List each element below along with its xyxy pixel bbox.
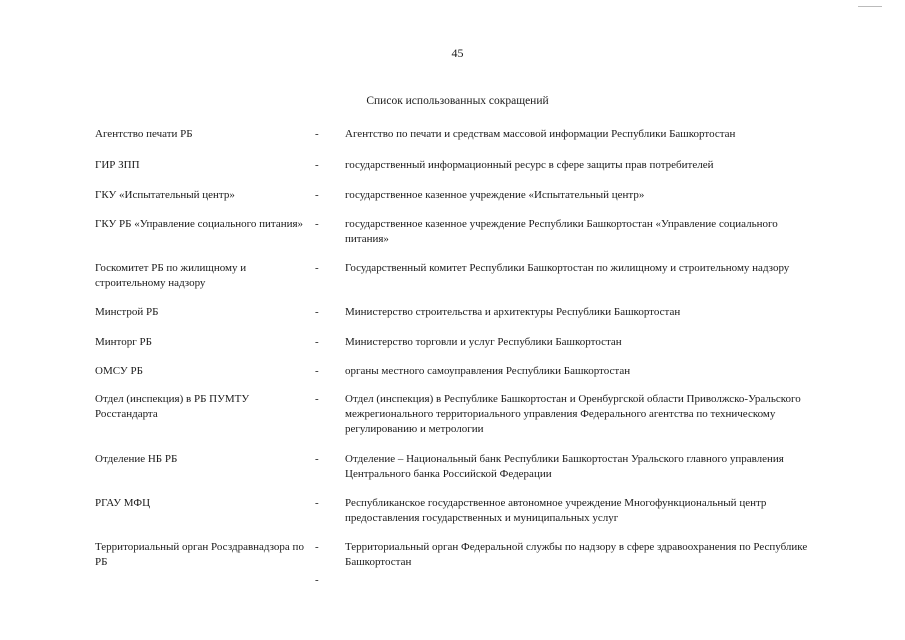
list-item [95,364,835,392]
list-item [95,305,835,335]
abbreviation-definition: Агентство по печати и средствам массовой информации Республики Башкортостан [345,128,736,140]
abbreviation-definition: Государственный комитет Республики Башкортостан по жилищному и строительному надзору [345,262,790,274]
separator-dash: - [315,306,319,318]
abbreviation-term: ГКУ РБ «Управление социального питания» [95,218,304,230]
list-item [95,496,835,540]
abbreviation-term: ГИР ЗПП [95,159,140,171]
separator-dash: - [315,189,319,201]
list-item [95,335,835,364]
abbreviation-term: ОМСУ РБ [95,365,143,377]
separator-dash: - [315,262,319,274]
abbreviation-term: Территориальный орган Росздравнадзора по РБ [95,541,304,568]
list-item [95,217,835,261]
abbreviation-term: ГКУ «Испытательный центр» [95,189,235,201]
abbreviation-term: Агентство печати РБ [95,128,193,140]
abbreviation-term: Минстрой РБ [95,306,159,318]
page-number: 45 [451,46,464,60]
separator-dash: - [315,365,319,377]
abbreviation-term: Отдел (инспекция) в РБ ПУМТУ Росстандарта [95,393,250,420]
list-item [95,127,835,158]
abbreviation-definition: Министерство торговли и услуг Республики Башкортостан [345,336,622,348]
separator-dash: - [315,336,319,348]
list-item [95,392,835,452]
abbreviation-definition: Территориальный орган Федеральной службы по надзору в сфере здравоохранения по Республике Башкортостан [345,541,808,568]
abbreviation-definition: государственное казенное учреждение Республики Башкортостан «Управление социального питания» [345,218,778,245]
list-item [95,540,835,576]
abbreviations-list [95,127,835,576]
separator-dash: - [315,497,319,509]
abbreviation-term: Госкомитет РБ по жилищному и строительному надзору [95,262,247,289]
list-item [95,452,835,496]
abbreviation-definition: Министерство строительства и архитектуры Республики Башкортостан [345,306,681,318]
abbreviation-definition: государственный информационный ресурс в сфере защиты прав потребителей [345,159,714,171]
list-item [95,261,835,305]
abbreviation-definition: государственное казенное учреждение «Испытательный центр» [345,189,645,201]
separator-dash: - [315,218,319,230]
separator-dash: - [315,159,319,171]
abbreviation-definition: органы местного самоуправления Республики Башкортостан [345,365,631,377]
list-item [95,188,835,217]
abbreviation-term: Минторг РБ [95,336,152,348]
page-title: Список использованных сокращений [366,95,549,107]
separator-dash: - [315,574,319,586]
separator-dash: - [315,541,319,553]
abbreviation-definition: Республиканское государственное автономное учреждение Многофункциональный центр предоставления государственных и муниципальных услуг [345,497,767,524]
abbreviation-term: Отделение НБ РБ [95,453,178,465]
separator-dash: - [315,128,319,140]
abbreviation-definition: Отделение – Национальный банк Республики Башкортостан Уральского главного управления Центрального банка Российской Федерации [345,453,784,480]
list-item [95,158,835,188]
abbreviation-definition: Отдел (инспекция) в Республике Башкортостан и Оренбургской области Приволжско-Уральского межрегионального территориального управления Федерального агентства по техническому регулированию и метрологии [345,393,801,435]
separator-dash: - [315,393,319,405]
separator-dash: - [315,453,319,465]
scan-artifact [858,6,882,7]
abbreviation-term: РГАУ МФЦ [95,497,151,509]
